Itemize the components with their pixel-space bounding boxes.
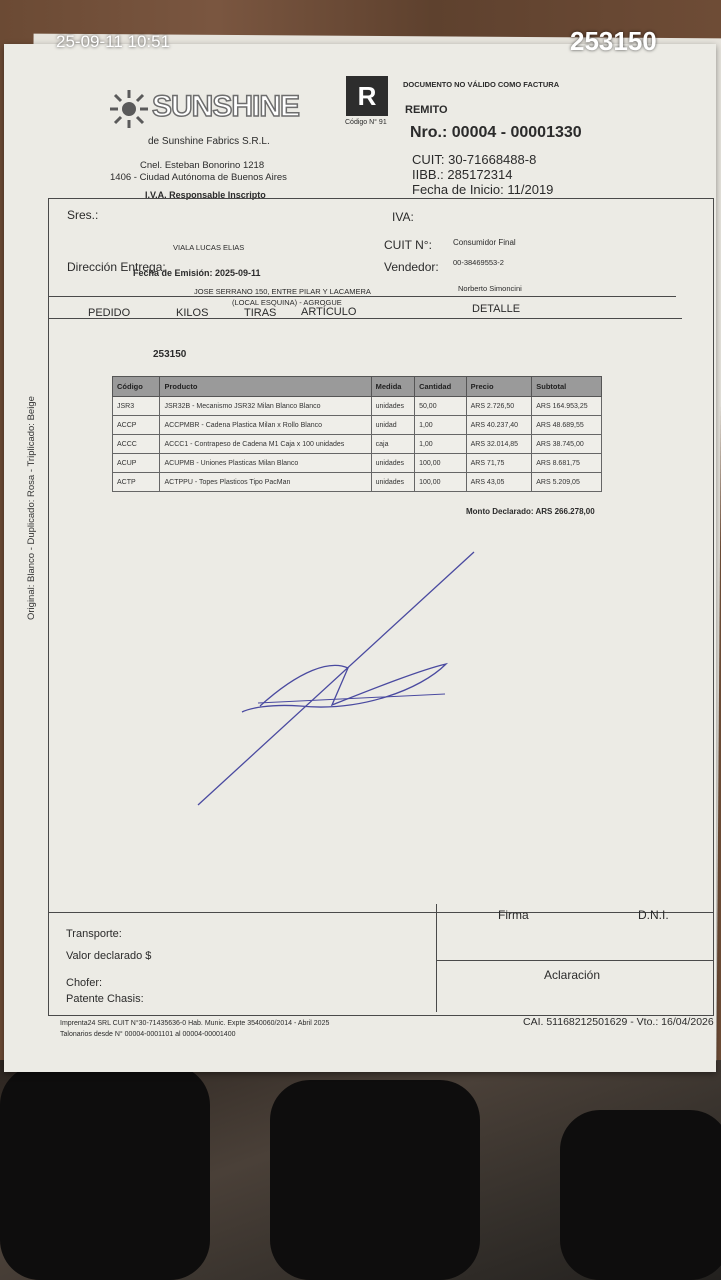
iva-value: Consumidor Final <box>453 238 516 247</box>
table-row <box>113 416 602 435</box>
footer-chofer: Chofer: <box>66 977 103 989</box>
dark-clothing <box>0 1065 210 1280</box>
doc-number: Nro.: 00004 - 00001330 <box>410 124 582 141</box>
doc-type: REMITO <box>405 104 448 116</box>
sres-label: Sres.: <box>67 208 99 222</box>
cell-producto: ACUPMB - Uniones Plasticas Milan Blanco <box>160 454 371 473</box>
logo-text: SUNSHINE <box>152 90 300 123</box>
doc-codigo: Código N° 91 <box>345 119 387 126</box>
company-iva: I.V.A. Responsable Inscripto <box>145 190 266 200</box>
divider-footer <box>48 912 714 913</box>
order-number: 253150 <box>153 349 187 360</box>
cell-medida: unidades <box>371 454 414 473</box>
footer-cai: CAI. 51168212501629 - Vto.: 16/04/2026 <box>523 1016 714 1028</box>
divider-client <box>48 296 676 297</box>
footer-aclaracion: Aclaración <box>544 968 601 982</box>
footer-valor: Valor declarado $ <box>66 950 152 962</box>
cell-producto: ACTPPU - Topes Plasticos Tipo PacMan <box>160 473 371 492</box>
cell-subtotal: ARS 38.745,00 <box>532 435 602 454</box>
monto-declarado: Monto Declarado: ARS 266.278,00 <box>466 507 595 516</box>
th-subtotal: Subtotal <box>532 377 602 397</box>
cell-codigo: ACTP <box>113 473 160 492</box>
sun-icon <box>108 88 150 130</box>
dark-clothing-2 <box>270 1080 480 1280</box>
cell-subtotal: ARS 48.689,55 <box>532 416 602 435</box>
col-tiras: TIRAS <box>244 307 277 319</box>
document-frame <box>48 198 714 1016</box>
client-address-2: (LOCAL ESQUINA) - AGROGUE <box>232 298 342 307</box>
cell-precio: ARS 2.726,50 <box>466 397 532 416</box>
fecha-emision: Fecha de Emisión: 2025-09-11 <box>133 268 261 278</box>
client-address: JOSE SERRANO 150, ENTRE PILAR Y LACAMERA <box>194 287 371 296</box>
cell-producto: ACCPMBR - Cadena Plastica Milan x Rollo Blanco <box>160 416 371 435</box>
footer-patente: Patente Chasis: <box>66 993 144 1005</box>
cell-precio: ARS 71,75 <box>466 454 532 473</box>
footer-firma-line <box>436 960 714 961</box>
doc-inicio: Fecha de Inicio: 11/2019 <box>412 182 554 197</box>
cell-cantidad: 1,00 <box>415 435 467 454</box>
cell-precio: ARS 43,05 <box>466 473 532 492</box>
cell-subtotal: ARS 8.681,75 <box>532 454 602 473</box>
table-row <box>113 454 602 473</box>
photo-code: 253150 <box>570 26 657 56</box>
cell-codigo: ACUP <box>113 454 160 473</box>
cell-precio: ARS 40.237,40 <box>466 416 532 435</box>
th-medida: Medida <box>371 377 414 397</box>
th-producto: Producto <box>160 377 371 397</box>
photo-timestamp: 25-09-11 10:51 <box>56 32 171 51</box>
client-name: VIALA LUCAS ELIAS <box>173 243 245 252</box>
footer-transporte: Transporte: <box>66 928 122 940</box>
cell-cantidad: 100,00 <box>415 454 467 473</box>
col-detalle: DETALLE <box>472 303 521 315</box>
th-precio: Precio <box>466 377 532 397</box>
copies-note: Original: Blanco - Duplicado: Rosa - Triplicado: Beige <box>26 396 37 620</box>
cell-precio: ARS 32.014,85 <box>466 435 532 454</box>
cell-codigo: ACCP <box>113 416 160 435</box>
col-pedido: PEDIDO <box>88 307 131 319</box>
cell-producto: ACCC1 - Contrapeso de Cadena M1 Caja x 100 unidades <box>160 435 371 454</box>
direccion-label: Dirección Entrega: <box>67 260 166 274</box>
footer-firma: Firma <box>498 908 529 922</box>
table-row <box>113 397 602 416</box>
cell-cantidad: 100,00 <box>415 473 467 492</box>
doc-not-valid: DOCUMENTO NO VÁLIDO COMO FACTURA <box>403 80 560 89</box>
col-articulo: ARTÍCULO <box>301 306 357 318</box>
cell-cantidad: 1,00 <box>415 416 467 435</box>
cell-medida: unidad <box>371 416 414 435</box>
table-row <box>113 435 602 454</box>
vendedor-label: Vendedor: <box>384 260 439 274</box>
doc-letter-box: R <box>346 76 388 116</box>
footer-split <box>436 904 437 1012</box>
cell-codigo: JSR3 <box>113 397 160 416</box>
th-codigo: Código <box>113 377 160 397</box>
items-header-row <box>113 377 602 397</box>
cell-codigo: ACCC <box>113 435 160 454</box>
dark-object <box>560 1110 721 1280</box>
cell-subtotal: ARS 5.209,05 <box>532 473 602 492</box>
iva-label: IVA: <box>392 210 414 224</box>
doc-cuit: CUIT: 30-71668488-8 <box>412 152 537 167</box>
cell-producto: JSR32B - Mecanismo JSR32 Milan Blanco Blanco <box>160 397 371 416</box>
company-address-2: 1406 - Ciudad Autónoma de Buenos Aires <box>110 172 287 183</box>
cell-medida: unidades <box>371 397 414 416</box>
cuit-label: CUIT N°: <box>384 238 432 252</box>
vendedor-id: 00-38469553-2 <box>453 258 504 267</box>
company-logo <box>108 88 300 128</box>
cell-cantidad: 50,00 <box>415 397 467 416</box>
footer-imprenta-2: Talonarios desde N° 00004-0001101 al 00004-00001400 <box>60 1031 236 1038</box>
items-table <box>112 376 602 492</box>
company-address-1: Cnel. Esteban Bonorino 1218 <box>140 160 265 171</box>
col-kilos: KILOS <box>176 307 209 319</box>
doc-iibb: IIBB.: 285172314 <box>412 167 513 182</box>
table-row <box>113 473 602 492</box>
cell-medida: caja <box>371 435 414 454</box>
footer-dni: D.N.I. <box>638 908 669 922</box>
vendedor-name: Norberto Simoncini <box>458 284 522 293</box>
footer-imprenta-1: Imprenta24 SRL CUIT N°30-71435636-0 Hab. Munic. Expte 3540060/2014 - Abril 2025 <box>60 1020 330 1027</box>
cell-medida: unidades <box>371 473 414 492</box>
divider-columns <box>48 318 682 319</box>
th-cantidad: Cantidad <box>415 377 467 397</box>
cell-subtotal: ARS 164.953,25 <box>532 397 602 416</box>
company-subtitle: de Sunshine Fabrics S.R.L. <box>148 136 270 147</box>
